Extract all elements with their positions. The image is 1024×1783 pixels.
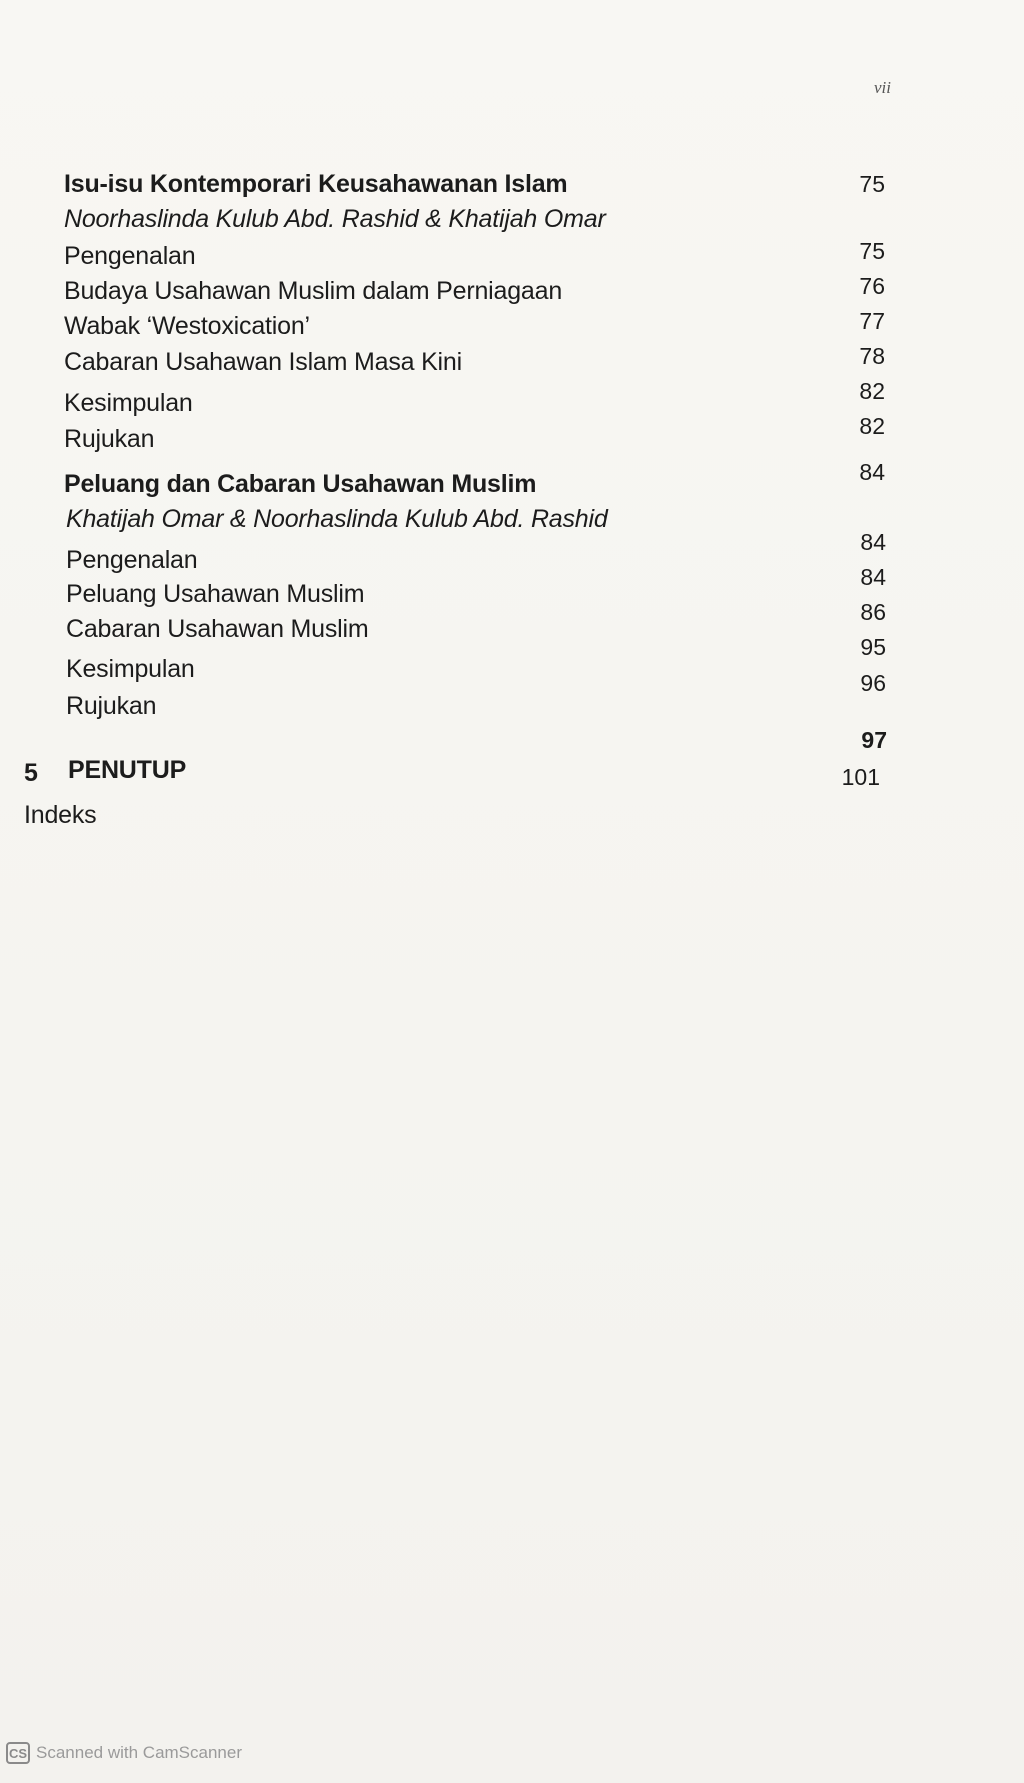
part-title: PENUTUP: [68, 756, 187, 784]
camscanner-logo-icon: CS: [6, 1742, 30, 1764]
toc-entry-page: 75: [859, 238, 885, 264]
toc-entry-page: 86: [860, 599, 886, 625]
chapter-title: Peluang dan Cabaran Usahawan Muslim: [64, 470, 537, 498]
toc-entry-label: Pengenalan: [66, 546, 198, 574]
toc-entry-page: 84: [860, 529, 886, 555]
chapter-authors: Khatijah Omar & Noorhaslinda Kulub Abd. Rashid: [66, 505, 608, 533]
toc-entry-label: Pengenalan: [64, 242, 196, 270]
index-label: Indeks: [24, 801, 97, 829]
toc-entry-label: Cabaran Usahawan Islam Masa Kini: [64, 348, 462, 376]
toc-entry-label: Rujukan: [66, 692, 157, 720]
toc-entry-page: 82: [859, 378, 885, 404]
chapter-authors: Noorhaslinda Kulub Abd. Rashid & Khatijah Omar: [64, 205, 606, 233]
toc-entry-label: Budaya Usahawan Muslim dalam Perniagaan: [64, 277, 563, 305]
toc-entry-page: 77: [859, 308, 885, 334]
toc-entry-page: 78: [859, 343, 885, 369]
page-folio: vii: [874, 78, 891, 97]
part-page-number: 97: [861, 727, 887, 753]
toc-entry-label: Kesimpulan: [66, 655, 195, 683]
part-number: 5: [24, 759, 38, 787]
chapter-page-number: 75: [859, 171, 885, 197]
scanner-watermark: [6, 1742, 242, 1764]
toc-entry-page: 95: [860, 634, 886, 660]
toc-entry-label: Cabaran Usahawan Muslim: [66, 615, 369, 643]
toc-entry-label: Peluang Usahawan Muslim: [66, 580, 365, 608]
watermark-text: Scanned with CamScanner: [36, 1743, 243, 1762]
toc-entry-label: Kesimpulan: [64, 389, 193, 417]
toc-entry-label: Wabak ‘Westoxication’: [64, 312, 310, 340]
index-page-number: 101: [841, 764, 880, 790]
toc-entry-page: 76: [859, 273, 885, 299]
toc-entry-label: Rujukan: [64, 425, 155, 453]
toc-entry-page: 82: [859, 413, 885, 439]
toc-entry-page: 96: [860, 670, 886, 696]
chapter-page-number: 84: [859, 459, 885, 485]
chapter-title: Isu-isu Kontemporari Keusahawanan Islam: [64, 170, 568, 198]
toc-entry-page: 84: [860, 564, 886, 590]
